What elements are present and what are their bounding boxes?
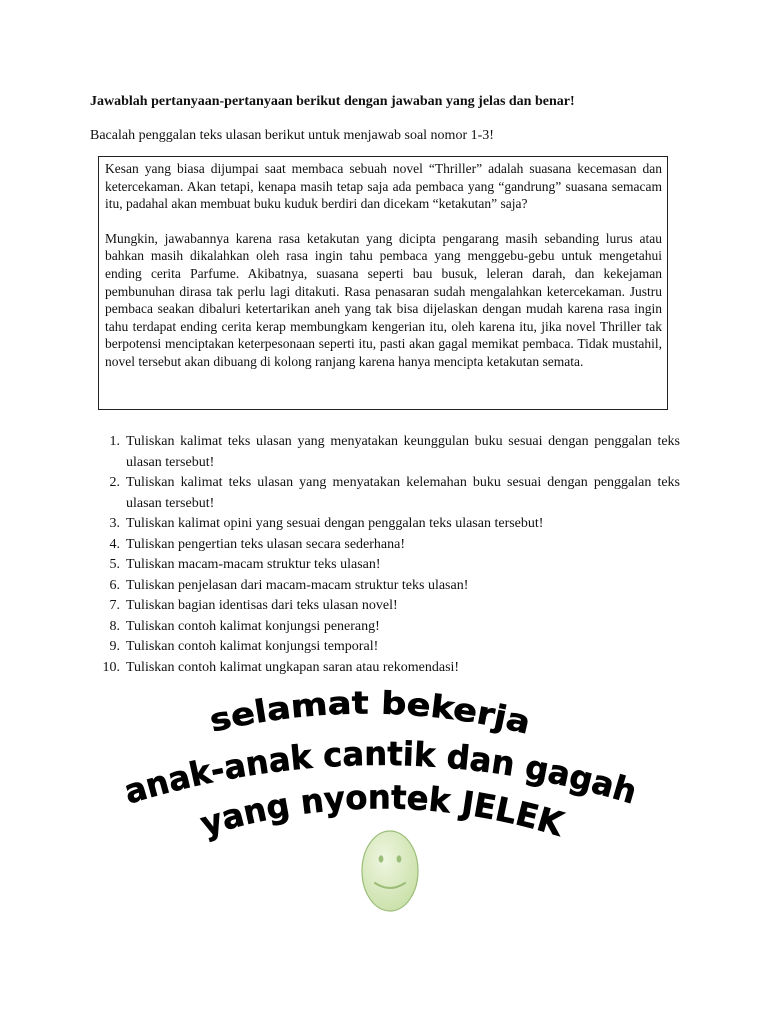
- question-text: Tuliskan contoh kalimat ungkapan saran atau rekomendasi!: [126, 659, 460, 675]
- question-text: Tuliskan contoh kalimat konjungsi penerang!: [126, 618, 380, 634]
- question-item: [92, 596, 680, 617]
- question-item: [92, 473, 680, 514]
- question-number: 10.: [102, 659, 120, 675]
- wordart-line-1: selamat bekerja: [206, 685, 532, 741]
- question-number: 2.: [109, 475, 120, 490]
- question-item: [92, 617, 680, 638]
- question-number: 9.: [109, 639, 120, 654]
- question-item: [92, 432, 680, 473]
- question-text: Tuliskan macam-macam struktur teks ulasan!: [126, 557, 381, 572]
- passage-paragraph-2: Mungkin, jawabannya karena rasa ketakutan yang dicipta pengarang masih sebanding lurus atau bahkan masih dikalahkan oleh rasa ingin tahu pembaca yang menggebu-gebu untuk mengetahui ending cerita Parfume. Akibatnya, suasana seperti bau busuk, leleran darah, dan kekejaman pembunuhan dirasa tak perlu lagi ditakuti. Rasa penasaran sudah mengalahkan ketercekaman. Justru pembaca seakan dibaluri ketertarikan aneh yang tak bisa dijelaskan dengan mudah karena rasa ingin tahu terdapat ending cerita kerap membungkam kengerian itu, oleh karena itu, jika novel Thriller tak berpotensi menciptakan keterpesonaan seperti itu, pasti akan gagal memikat pembaca. Tidak mustahil, novel tersebut akan dibuang di kolong ranjang karena hanya mencipta ketakutan semata.: [105, 230, 662, 369]
- instructions-heading: Jawablah pertanyaan-pertanyaan berikut dengan jawaban yang jelas dan benar!: [90, 94, 575, 109]
- question-number: 4.: [109, 536, 120, 552]
- question-item: [92, 555, 680, 576]
- question-text: Tuliskan kalimat teks ulasan yang menyatakan kelemahan buku sesuai dengan penggalan teks ulasan tersebut!: [126, 475, 680, 511]
- question-item: [92, 535, 680, 556]
- review-text-passage: [98, 156, 668, 410]
- question-text: Tuliskan bagian identisas dari teks ulasan novel!: [126, 598, 398, 613]
- wordart-line-2: anak-anak cantik dan gagah: [119, 733, 642, 812]
- question-number: 7.: [109, 598, 120, 613]
- smiley-face-icon: [360, 829, 420, 913]
- question-text: Tuliskan kalimat teks ulasan yang menyatakan keunggulan buku sesuai dengan penggalan teks ulasan tersebut!: [126, 434, 680, 470]
- question-text: Tuliskan contoh kalimat konjungsi temporal!: [126, 639, 379, 654]
- passage-paragraph-1: Kesan yang biasa dijumpai saat membaca sebuah novel “Thriller” adalah suasana kecemasan dan ketercekaman. Akan tetapi, kenapa masih tetap saja ada pembaca yang “gandrung” suasana semacam itu, padahal akan membuat buku kuduk berdiri dan dicekam “ketakutan” saja?: [105, 161, 662, 212]
- question-number: 3.: [109, 516, 120, 531]
- question-item: [92, 514, 680, 535]
- question-text: Tuliskan kalimat opini yang sesuai dengan penggalan teks ulasan tersebut!: [126, 516, 544, 531]
- question-item: [92, 658, 680, 679]
- question-number: 8.: [109, 618, 120, 634]
- question-number: 1.: [109, 434, 120, 449]
- question-item: [92, 637, 680, 658]
- question-item: [92, 576, 680, 597]
- question-list: [92, 432, 680, 678]
- question-number: 6.: [109, 577, 120, 593]
- wordart-line-3: yang nyontek JELEK: [196, 777, 569, 844]
- reading-instruction: Bacalah penggalan teks ulasan berikut untuk menjawab soal nomor 1-3!: [90, 128, 494, 143]
- question-number: 5.: [109, 557, 120, 572]
- question-text: Tuliskan penjelasan dari macam-macam struktur teks ulasan!: [126, 577, 469, 593]
- question-text: Tuliskan pengertian teks ulasan secara sederhana!: [126, 536, 405, 552]
